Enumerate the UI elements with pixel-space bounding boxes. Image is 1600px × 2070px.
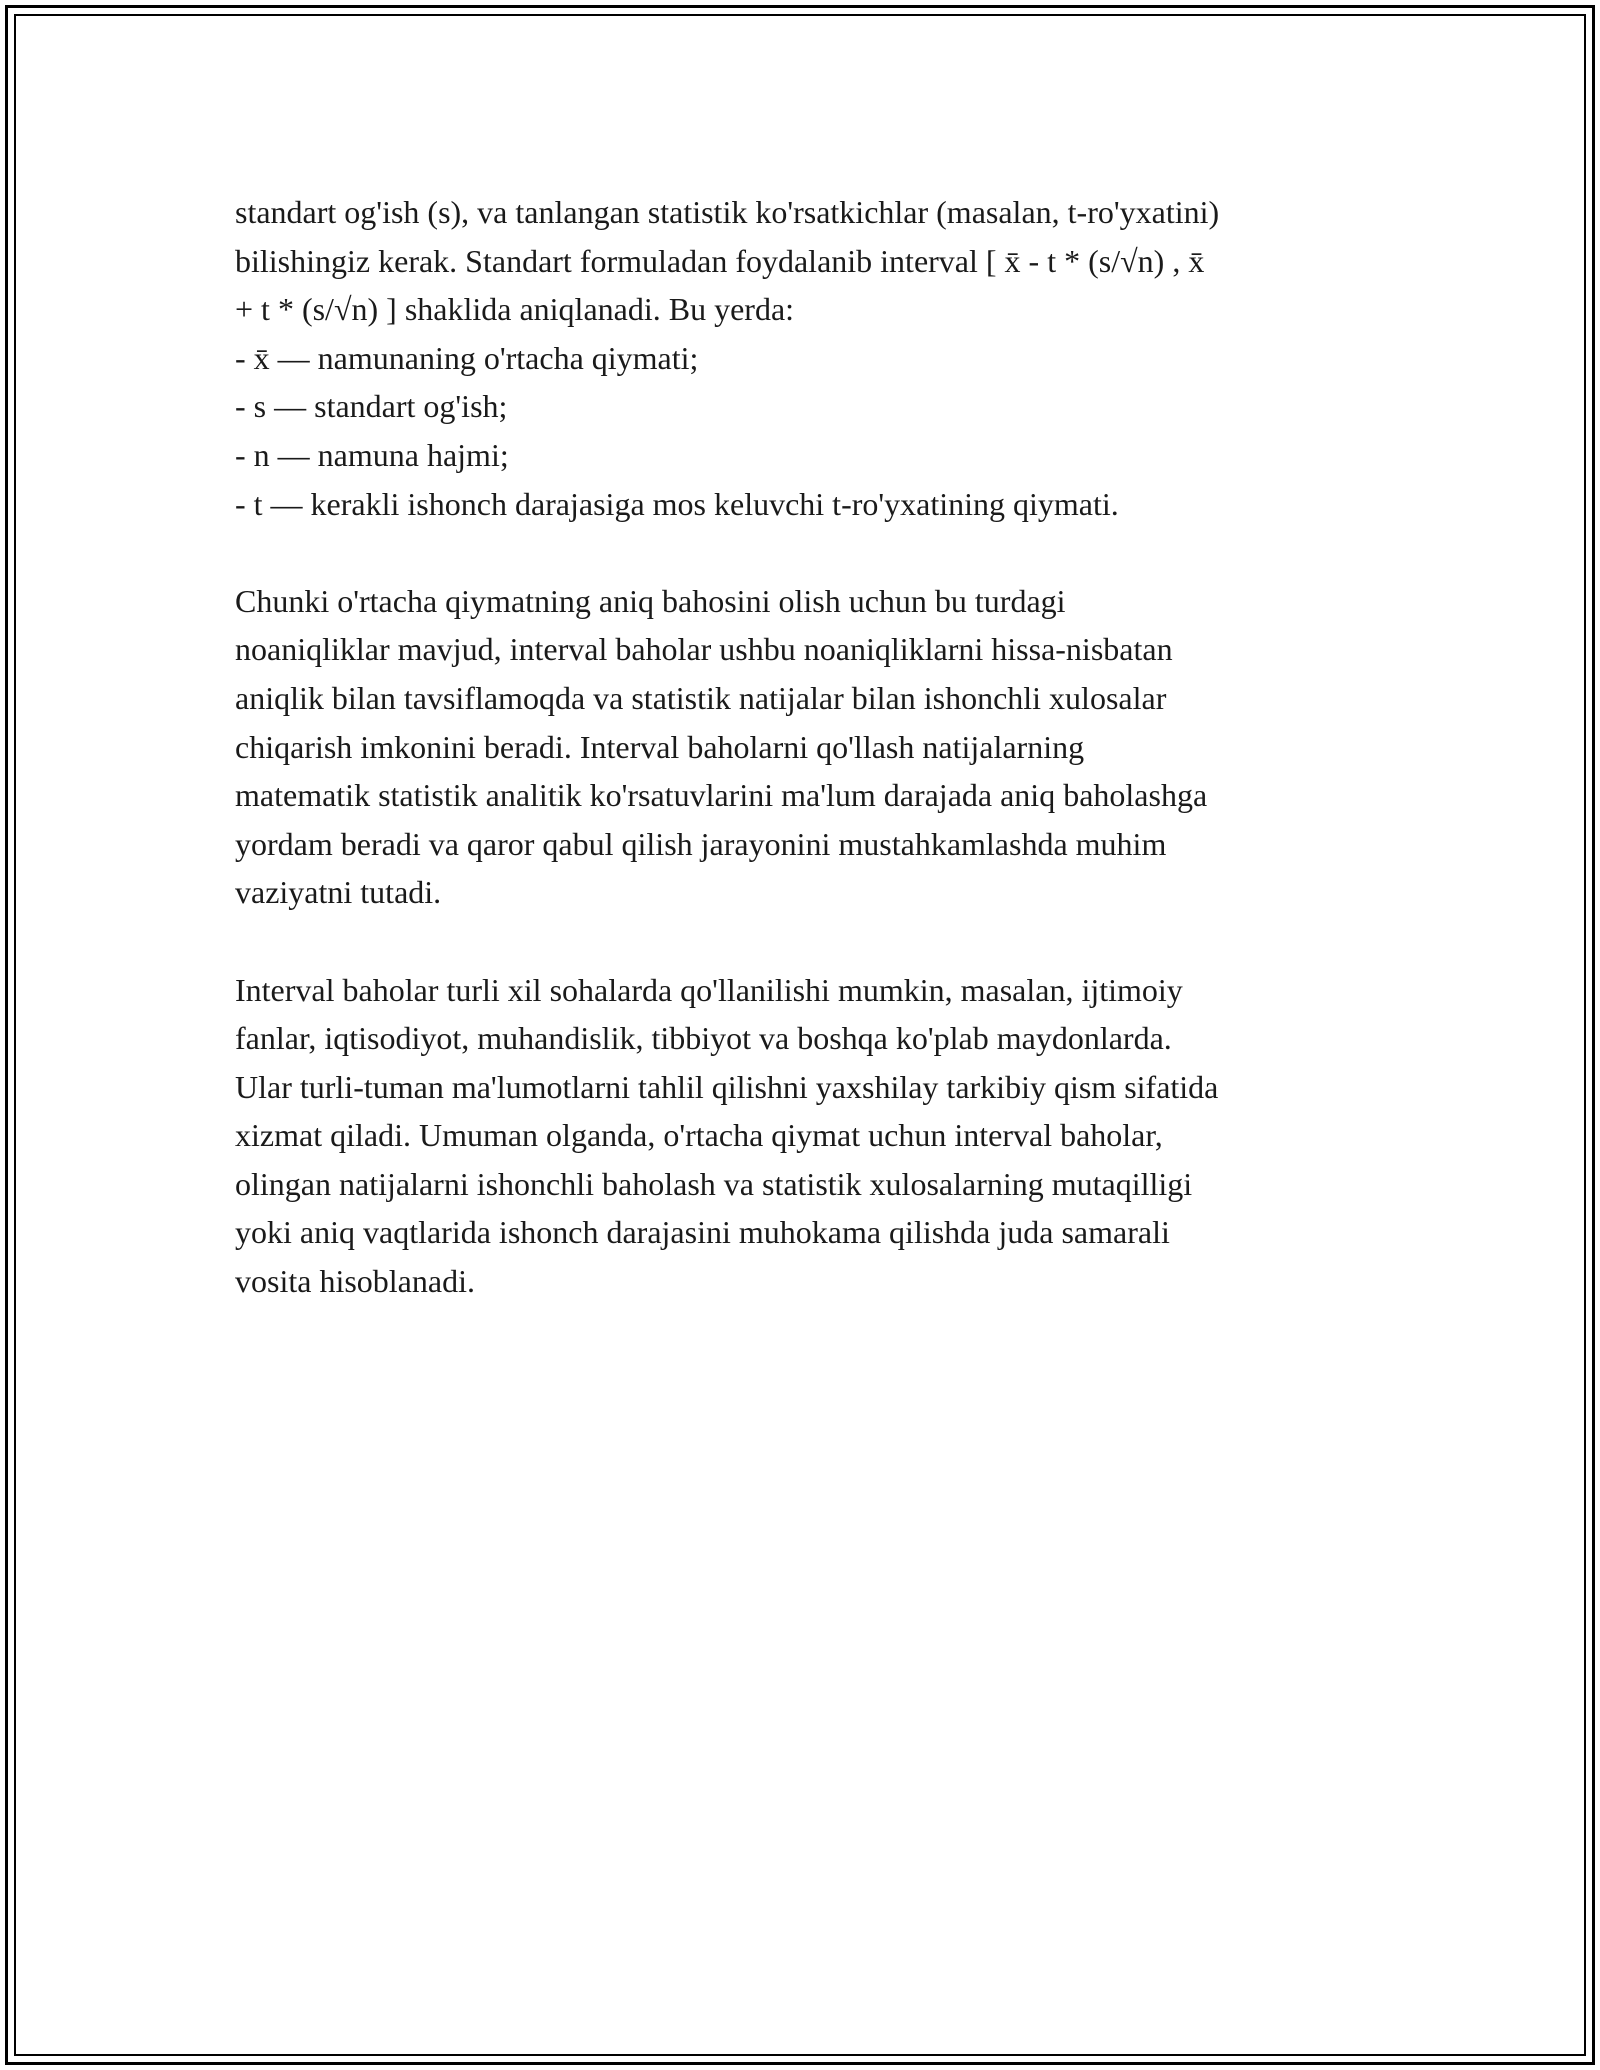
text-line: vosita hisoblanadi.: [235, 1263, 475, 1300]
paragraph-formula: [235, 188, 1385, 528]
paragraph-applications: [235, 966, 1385, 1306]
text-line: xizmat qiladi. Umuman olganda, o'rtacha qiymat uchun interval baholar,: [235, 1117, 1163, 1154]
text-line: Interval baholar turli xil sohalarda qo'llanilishi mumkin, masalan, ijtimoiy: [235, 971, 1183, 1008]
text-line: yordam beradi va qaror qabul qilish jarayonini mustahkamlashda muhim: [235, 825, 1167, 862]
text-line: aniqlik bilan tavsiflamoqda va statistik natijalar bilan ishonchli xulosalar: [235, 679, 1167, 716]
text-line: vaziyatni tutadi.: [235, 874, 442, 911]
text-line: noaniqliklar mavjud, interval baholar ushbu noaniqliklarni hissa-nisbatan: [235, 631, 1173, 668]
document-body: [235, 188, 1385, 1306]
list-item: - x̄ — namunaning o'rtacha qiymati;: [235, 339, 699, 376]
text-line: matematik statistik analitik ko'rsatuvlarini ma'lum darajada aniq baholashga: [235, 777, 1208, 814]
list-item: - n — namuna hajmi;: [235, 436, 509, 473]
list-item: - t — kerakli ishonch darajasiga mos keluvchi t-ro'yxatining qiymati.: [235, 485, 1119, 522]
text-line: + t * (s/√n) ] shaklida aniqlanadi. Bu yerda:: [235, 291, 795, 328]
text-line: yoki aniq vaqtlarida ishonch darajasini muhokama qilishda juda samarali: [235, 1214, 1170, 1251]
list-item: - s — standart og'ish;: [235, 388, 508, 425]
text-line: bilishingiz kerak. Standart formuladan foydalanib interval [ x̄ - t * (s/√n) , x̄: [235, 242, 1205, 279]
text-line: olingan natijalarni ishonchli baholash va statistik xulosalarning mutaqilligi: [235, 1165, 1193, 1202]
text-line: Ular turli-tuman ma'lumotlarni tahlil qilishni yaxshilay tarkibiy qism sifatida: [235, 1068, 1219, 1105]
paragraph-spacer: [235, 528, 1385, 577]
paragraph-spacer: [235, 917, 1385, 966]
text-line: standart og'ish (s), va tanlangan statistik ko'rsatkichlar (masalan, t-ro'yxatini): [235, 194, 1220, 230]
text-line: chiqarish imkonini beradi. Interval baholarni qo'llash natijalarning: [235, 728, 1085, 765]
paragraph-purpose: [235, 577, 1385, 917]
text-line: Chunki o'rtacha qiymatning aniq bahosini olish uchun bu turdagi: [235, 582, 1066, 619]
text-line: fanlar, iqtisodiyot, muhandislik, tibbiyot va boshqa ko'plab maydonlarda.: [235, 1020, 1172, 1057]
